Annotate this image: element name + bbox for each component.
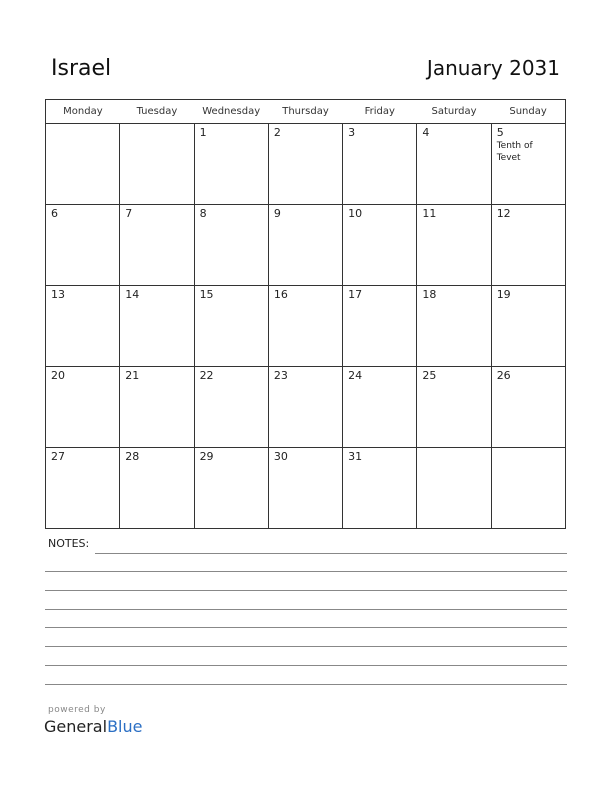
week-row — [46, 448, 566, 529]
day-number: 24 — [348, 369, 363, 382]
day-cell — [417, 124, 491, 205]
day-number: 6 — [51, 207, 58, 220]
day-number: 13 — [51, 288, 65, 301]
day-cell — [343, 448, 417, 529]
day-cell — [491, 205, 565, 286]
day-cell — [194, 367, 268, 448]
day-number: 23 — [273, 369, 288, 382]
brand-blue: Blue — [107, 717, 143, 736]
day-cell — [491, 448, 565, 529]
day-cell — [194, 448, 268, 529]
day-number: 18 — [422, 288, 437, 301]
day-number: 17 — [348, 288, 363, 301]
day-cell — [268, 367, 342, 448]
day-number: 16 — [273, 288, 288, 301]
day-number: 4 — [422, 126, 430, 139]
day-cell — [46, 448, 120, 529]
day-cell — [417, 448, 491, 529]
day-cell — [120, 367, 194, 448]
day-number: 28 — [125, 450, 140, 463]
day-cell — [46, 124, 120, 205]
week-row — [46, 367, 566, 448]
day-number: 29 — [199, 450, 214, 463]
day-cell — [417, 286, 491, 367]
weekday-wednesday: Wednesday — [194, 100, 268, 124]
week-row — [46, 205, 566, 286]
day-number: 10 — [348, 207, 363, 220]
day-cell — [268, 124, 342, 205]
day-cell — [343, 124, 417, 205]
day-number: 31 — [348, 450, 363, 463]
day-cell — [120, 448, 194, 529]
day-number: 7 — [125, 207, 133, 220]
day-number: 22 — [199, 369, 214, 382]
day-cell — [120, 205, 194, 286]
generalblue-logo — [44, 717, 142, 736]
weekday-thursday: Thursday — [268, 100, 342, 124]
day-cell — [343, 367, 417, 448]
weekday-monday: Monday — [46, 100, 120, 124]
note-line — [45, 665, 567, 666]
day-cell — [46, 286, 120, 367]
day-cell — [491, 367, 565, 448]
day-number: 27 — [51, 450, 65, 463]
day-cell — [343, 286, 417, 367]
day-number: 9 — [273, 207, 281, 220]
note-line — [45, 609, 567, 610]
day-number: 12 — [496, 207, 511, 220]
weekday-sunday: Sunday — [491, 100, 565, 124]
day-cell — [46, 367, 120, 448]
day-cell — [46, 205, 120, 286]
day-cell — [194, 286, 268, 367]
day-cell — [194, 124, 268, 205]
day-cell — [491, 286, 565, 367]
note-line — [45, 627, 567, 628]
powered-by-text: powered by — [48, 705, 106, 715]
note-line — [45, 590, 567, 591]
holiday-label: Tenth of Tevet — [496, 141, 533, 163]
note-line — [45, 684, 567, 685]
note-line — [45, 571, 567, 572]
week-row — [46, 124, 566, 205]
weekday-header-row — [46, 100, 566, 124]
day-number: 14 — [125, 288, 140, 301]
day-number: 11 — [422, 207, 437, 220]
day-cell — [120, 286, 194, 367]
day-number: 3 — [348, 126, 356, 139]
notes-label: NOTES: — [48, 537, 90, 550]
calendar-grid — [45, 99, 566, 529]
weekday-saturday: Saturday — [417, 100, 491, 124]
day-cell — [268, 448, 342, 529]
day-cell — [120, 124, 194, 205]
day-number: 20 — [51, 369, 65, 382]
day-number: 5 — [496, 126, 504, 139]
calendar-body — [46, 124, 566, 529]
country-title: Israel — [51, 56, 112, 81]
day-number: 2 — [273, 126, 281, 139]
week-row — [46, 286, 566, 367]
month-title: January 2031 — [426, 56, 560, 80]
day-cell — [343, 205, 417, 286]
day-cell — [417, 367, 491, 448]
day-cell — [194, 205, 268, 286]
day-number: 1 — [199, 126, 207, 139]
day-cell — [417, 205, 491, 286]
note-line — [45, 646, 567, 647]
weekday-tuesday: Tuesday — [120, 100, 194, 124]
day-cell — [268, 205, 342, 286]
day-number: 30 — [273, 450, 288, 463]
day-number: 15 — [199, 288, 214, 301]
brand-general: General — [44, 717, 108, 736]
day-number: 21 — [125, 369, 140, 382]
day-cell — [268, 286, 342, 367]
day-cell — [491, 124, 565, 205]
note-line — [95, 553, 567, 554]
day-number: 19 — [496, 288, 511, 301]
day-number: 25 — [422, 369, 437, 382]
weekday-friday: Friday — [343, 100, 417, 124]
day-number: 26 — [496, 369, 511, 382]
day-number: 8 — [199, 207, 207, 220]
